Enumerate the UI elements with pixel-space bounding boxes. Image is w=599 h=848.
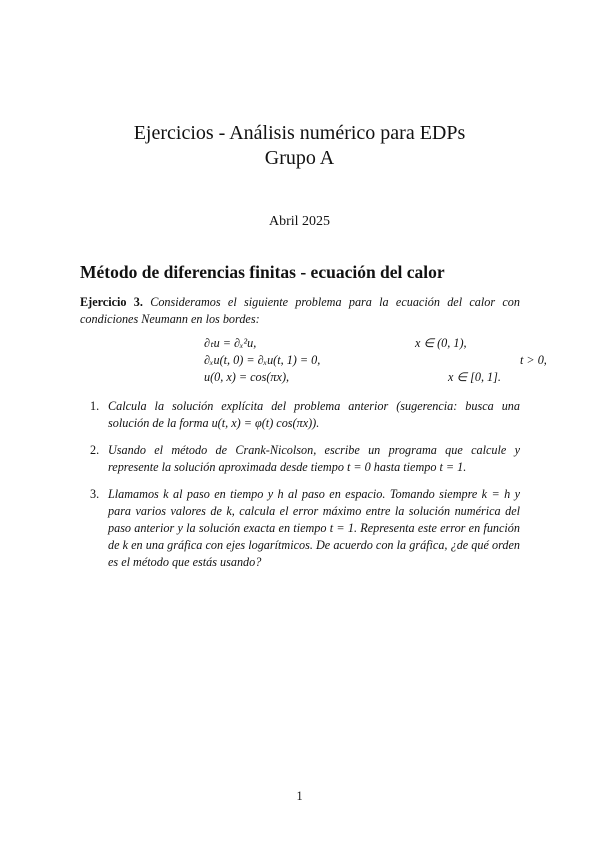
list-item: [90, 398, 520, 432]
item-text: Calcula la solución explícita del problema anterior (sugerencia: busca una solución de la forma u(t, x) = φ(t) cos(πx)).: [108, 399, 520, 430]
title-line-1: Ejercicios - Análisis numérico para EDPs: [133, 122, 466, 144]
item-text: Llamamos k al paso en tiempo y h al paso en espacio. Tomando siempre k = h y para varios valores de k, calcula el error máximo entre la solución numérica del paso anterior y la solución exacta en tiempo t = 1. Representa este error en función de k en una gráfica con ejes logarítmicos. De acuerdo con la gráfica, ¿de qué orden es el método que estás usando?: [108, 487, 520, 569]
document-title: [0, 121, 599, 171]
page-number: 1: [296, 789, 303, 803]
item-text: Usando el método de Crank-Nicolson, escribe un programa que calcule y represente la solución aproximada desde tiempo t = 0 hasta tiempo t = 1.: [108, 443, 520, 474]
equation-row: ∂ₜu = ∂ₓ²u, x ∈ (0, 1),: [204, 336, 467, 350]
exercise-statement: [80, 294, 520, 328]
equation-condition: x ∈ [0, 1].: [448, 370, 501, 384]
item-number: 1.: [90, 399, 100, 413]
document-date: Abril 2025: [268, 214, 331, 229]
exercise-items: [90, 398, 520, 581]
list-item: [90, 486, 520, 571]
item-number: 2.: [90, 443, 100, 457]
item-number: 3.: [90, 487, 100, 501]
equation-system: [204, 335, 547, 386]
title-line-2: Grupo A: [264, 147, 335, 169]
section-title: Método de diferencias finitas - ecuación del calor: [80, 262, 445, 282]
equation-condition: x ∈ (0, 1),: [415, 336, 467, 350]
equation-row: u(0, x) = cos(πx), x ∈ [0, 1].: [204, 370, 501, 384]
equation-condition: t > 0,: [520, 353, 547, 367]
exercise-intro: Consideramos el siguiente problema para la ecuación del calor con condiciones Neumann en los bordes:: [80, 295, 520, 326]
exercise-label: Ejercicio 3.: [80, 295, 143, 309]
equation-row: ∂ₓu(t, 0) = ∂ₓu(t, 1) = 0, t > 0,: [204, 353, 547, 367]
list-item: [90, 442, 520, 476]
